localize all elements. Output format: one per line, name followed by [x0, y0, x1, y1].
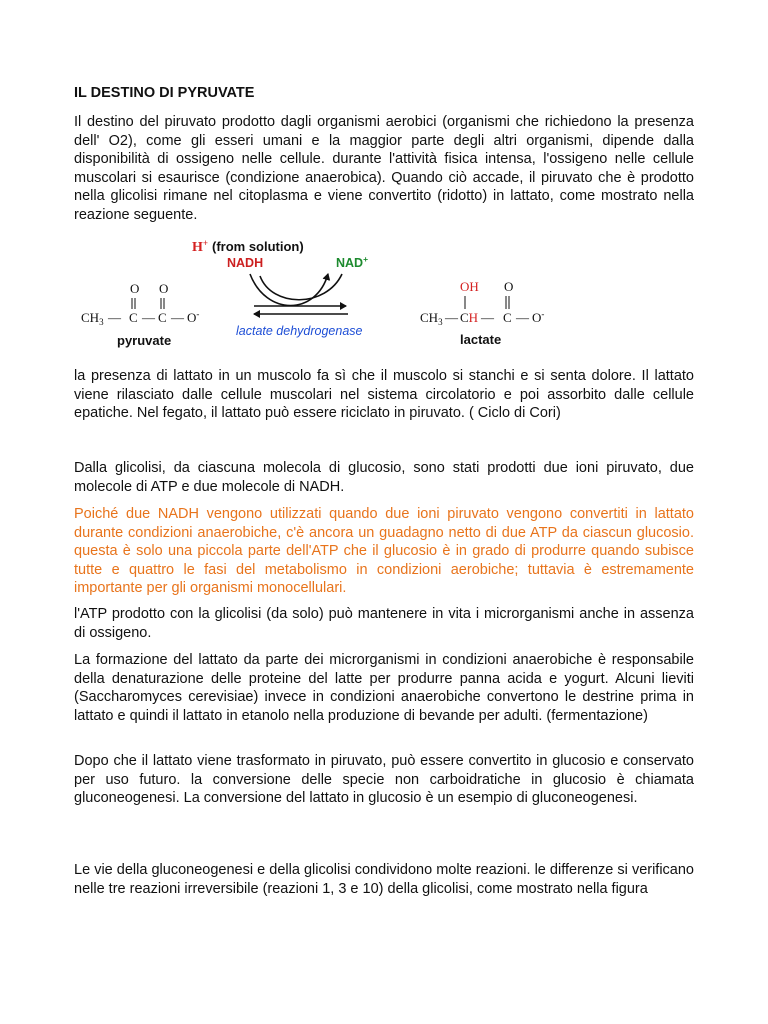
- paragraph-fermentation: La formazione del lattato da parte dei microrganismi in condizioni anaerobiche è responsabile della denaturazione delle proteine del latte per produrre panna acida e yogurt. Alcuni lieviti (Saccharomyces cerevisiae) invece in condizioni anaerobiche convertono le destrine prima in lattato e quindi il lattato in etanolo nella produzione di bevande per adulti. (fermentazione): [74, 652, 694, 724]
- h-plus-label: H+: [192, 238, 209, 255]
- enzyme-label: lactate dehydrogenase: [236, 324, 363, 338]
- paragraph-shared-reactions: Le vie della gluconeogenesi e della glicolisi condividono molte reazioni. le differenze si verificano nelle tre reazioni irreversibile (reazioni 1, 3 e 10) della glicolisi, come mostrato nella figura: [74, 862, 694, 897]
- paragraph-atp-survival: l'ATP prodotto con la glicolisi (da solo) può mantenere in vita i microrganismi anche in assenza di ossigeno.: [74, 606, 694, 641]
- lactate-ch: CH: [460, 310, 479, 325]
- lactate-bond-3: —: [516, 310, 529, 325]
- pyruvate-o2: O: [159, 281, 169, 296]
- paragraph-intro: Il destino del piruvato prodotto dagli organismi aerobici (organismi che richiedono la presenza dell' O2), come gli esseri umani e la maggior parte degli altri organismi, dipende dalla disponibilità di ossigeno nelle cellule. durante l'attività fisica intensa, l'ossigeno nelle cellule muscolari si esaurisce (condizione anaerobica). Quando ciò accade, il piruvato che è prodotto nella glicolisi rimane nel citoplasma e viene convertito (ridotto) in lattato, come mostrato nella reazione seguente.: [74, 114, 694, 223]
- page-title: IL DESTINO DI PYRUVATE: [74, 85, 255, 101]
- lactate-o-minus: O-: [532, 309, 545, 325]
- reaction-arrows: [192, 238, 368, 338]
- pyruvate-ch3: $CH_3$: [81, 310, 104, 327]
- lactate-oh: OH: [460, 279, 479, 294]
- pyruvate-bond-3: —: [171, 310, 184, 325]
- lactate-ch3: $CH_3$: [420, 310, 443, 327]
- pyruvate-bond-1: —: [108, 310, 121, 325]
- paragraph-lactate-effects: la presenza di lattato in un muscolo fa sì che il muscolo si stanchi e si senta dolore. Il lattato viene rilasciato dalle cellule muscolari nel sistema circolatorio e poi assorbito dalle cellule epatiche. Nel fegato, il lattato può essere riciclato in piruvato. ( Ciclo di Cori): [74, 368, 694, 422]
- lactate-bond-2: —: [481, 310, 494, 325]
- pyruvate-c2: C: [158, 310, 167, 325]
- inner-curve-arrow: [260, 274, 342, 300]
- lactate-structure: [420, 279, 544, 347]
- paragraph-glycolysis-products: Dalla glicolisi, da ciascuna molecola di glucosio, sono stati prodotti due ioni piruvato, due molecole di ATP e due molecole di NADH.: [74, 460, 694, 495]
- lactate-label: lactate: [460, 332, 502, 347]
- paragraph-net-atp: Poiché due NADH vengono utilizzati quando due ioni piruvato vengono convertiti in lattato durante condizioni anaerobiche, c'è ancora un guadagno netto di due ATP da ciascun glucosio. questa è solo una piccola parte dell'ATP che il glucosio è in grado di produrre quando subisce tutte e quattro le fasi del metabolismo in condizioni aerobiche; tuttavia è estremamente importante per gli organismi monocellulari.: [74, 506, 694, 597]
- lactate-bond-1: —: [445, 310, 458, 325]
- paragraph-gluconeogenesis: Dopo che il lattato viene trasformato in piruvato, può essere convertito in glucosio e conservato per uso futuro. la conversione delle specie non carboidratiche in glucosio è chiamata gluconeogenesi. La conversione del lattato in glucosio è un esempio di gluconeogenesi.: [74, 753, 694, 807]
- reaction-diagram: [76, 236, 545, 348]
- pyruvate-c1: C: [129, 310, 138, 325]
- nad-label: NAD+: [336, 254, 369, 270]
- pyruvate-o1: O: [130, 281, 140, 296]
- lactate-c: C: [503, 310, 512, 325]
- nadh-label: NADH: [227, 256, 264, 270]
- pyruvate-label: pyruvate: [117, 333, 172, 348]
- pyruvate-o-minus: O-: [187, 309, 200, 325]
- pyruvate-bond-2: —: [142, 310, 155, 325]
- lactate-o: O: [504, 279, 514, 294]
- pyruvate-structure: [81, 281, 199, 348]
- from-solution-label: (from solution): [212, 239, 304, 254]
